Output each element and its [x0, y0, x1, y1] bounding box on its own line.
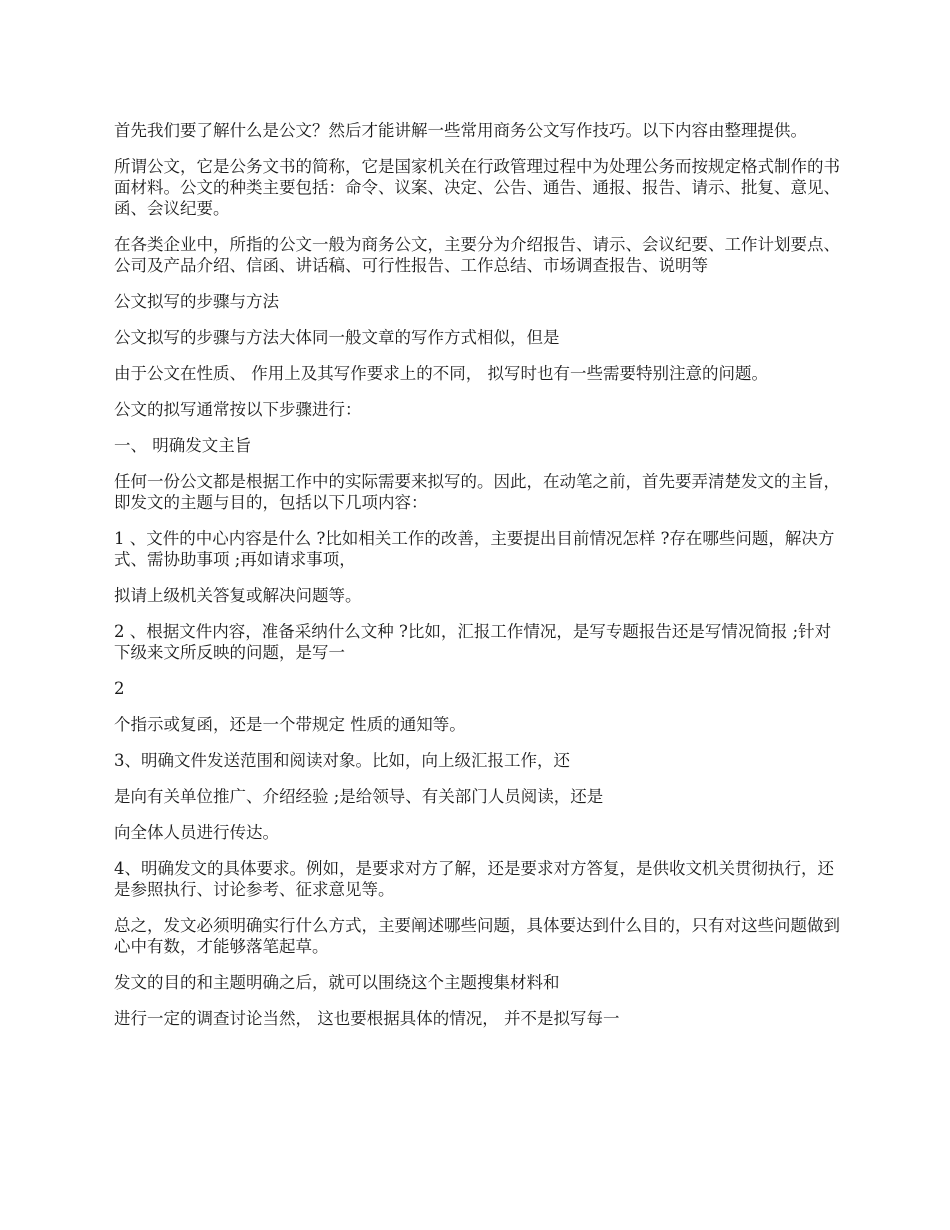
paragraph-definition: 所谓公文，它是公务文书的简称，它是国家机关在行政管理过程中为处理公务而按规定格式制作的书面材料。公文的种类主要包括：命令、议案、决定、公告、通告、通报、报告、请示、批复、意见、函、会议纪要。: [114, 157, 840, 218]
document-body: [114, 120, 842, 1044]
paragraph: 公文拟写的步骤与方法大体同一般文章的写作方式相似，但是: [114, 328, 560, 347]
paragraph: 公文的拟写通常按以下步骤进行：: [114, 400, 362, 419]
paragraph-business-docs: 在各类企业中，所指的公文一般为商务公文，主要分为介绍报告、请示、会议纪要、工作计划要点、公司及产品介绍、信函、讲话稿、可行性报告、工作总结、市场调查报告、说明等: [114, 235, 840, 275]
paragraph: 由于公文在性质、 作用上及其写作要求上的不同， 拟写时也有一些需要特别注意的问题。: [114, 364, 768, 383]
page-number: 2: [114, 679, 125, 698]
paragraph: 个指示或复函，还是一个带规定 性质的通知等。: [114, 715, 466, 734]
paragraph: 进行一定的调查讨论当然， 这也要根据具体的情况， 并不是拟写每一: [114, 1009, 620, 1028]
section-heading: 公文拟写的步骤与方法: [114, 292, 279, 311]
paragraph: 拟请上级机关答复或解决问题等。: [114, 586, 362, 605]
list-item: 3、明确文件发送范围和阅读对象。比如，向上级汇报工作，还: [114, 751, 570, 770]
paragraph: 总之，发文必须明确实行什么方式，主要阐述哪些问题，具体要达到什么目的，只有对这些问题做到心中有数，才能够落笔起草。: [114, 916, 840, 956]
paragraph: 任何一份公文都是根据工作中的实际需要来拟写的。因此，在动笔之前，首先要弄清楚发文的主旨，即发文的主题与目的，包括以下几项内容：: [114, 472, 840, 512]
step-heading: 一、 明确发文主旨: [114, 436, 252, 455]
list-item: 2 、根据文件内容，准备采纳什么文种 ?比如，汇报工作情况，是写专题报告还是写情况简报 ;针对下级来文所反映的问题，是写一: [114, 622, 832, 662]
paragraph: 向全体人员进行传达。: [114, 823, 279, 842]
paragraph-intro: 首先我们要了解什么是公文？然后才能讲解一些常用商务公文写作技巧。以下内容由整理提供。: [114, 121, 807, 140]
list-item: 4、明确发文的具体要求。例如，是要求对方了解，还是要求对方答复，是供收文机关贯彻执行，还是参照执行、讨论参考、征求意见等。: [114, 859, 834, 899]
paragraph: 发文的目的和主题明确之后，就可以围绕这个主题搜集材料和: [114, 973, 560, 992]
list-item: 1 、文件的中心内容是什么 ?比如相关工作的改善，主要提出目前情况怎样 ?存在哪些问题，解决方式、需协助事项 ;再如请求事项，: [114, 529, 835, 569]
paragraph: 是向有关单位推广、介绍经验 ;是给领导、有关部门人员阅读，还是: [114, 787, 604, 806]
